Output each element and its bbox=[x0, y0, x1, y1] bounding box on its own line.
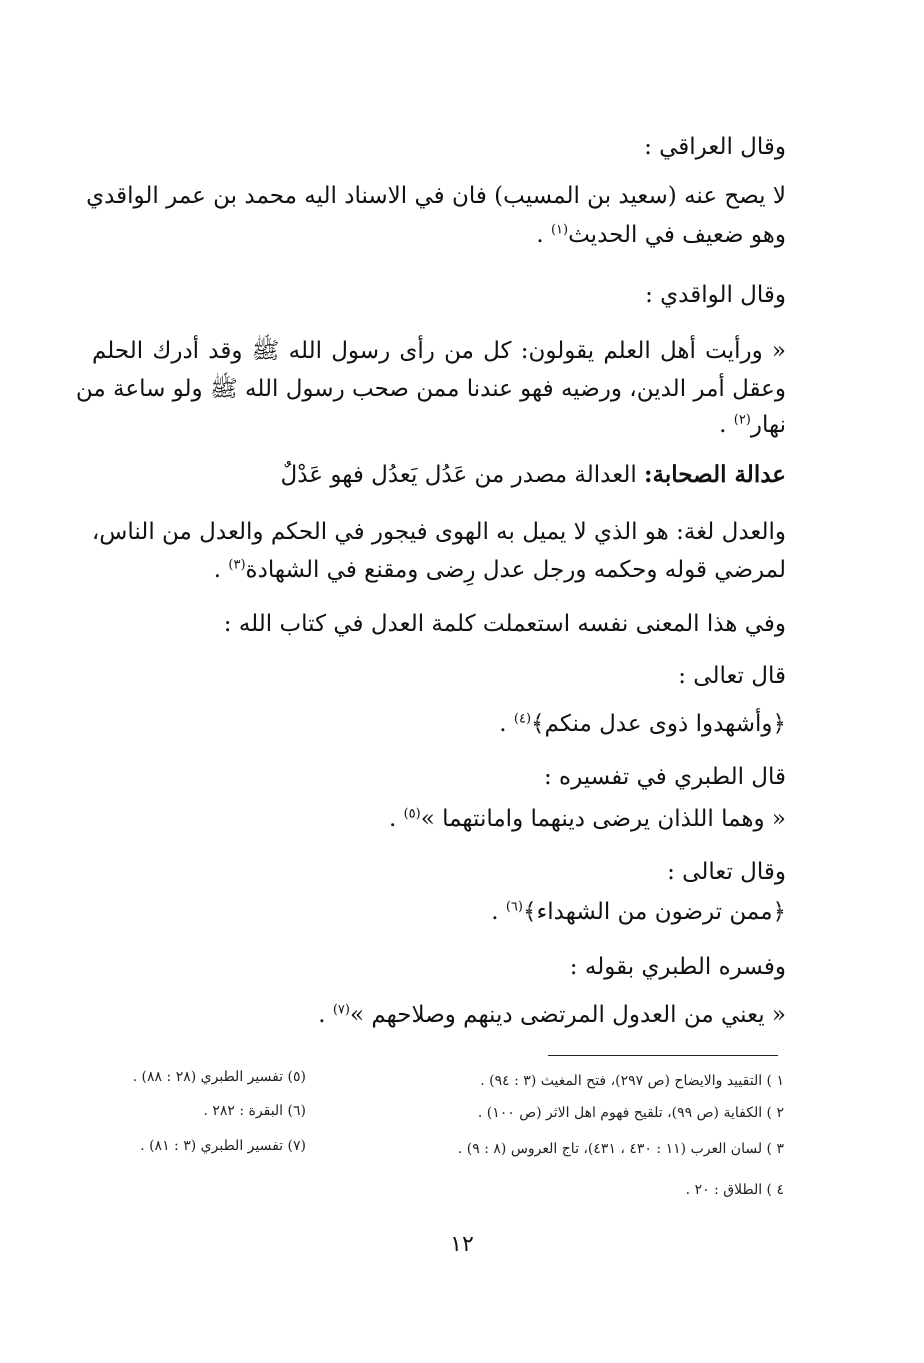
iraqi-heading bbox=[644, 132, 786, 162]
tabari-quote-2: « يعني من العدول المرتضى دينهم وصلاحهم »$^{(٧)}$ . bbox=[318, 1002, 786, 1028]
line-text: وقال الواقدي : bbox=[645, 282, 786, 308]
footnote-ref-5: (٥) bbox=[403, 806, 421, 822]
waqidi-quote-line-3: نهار$^{(٢)}$ . bbox=[719, 412, 786, 438]
line-text: وقال تعالى : bbox=[667, 859, 786, 885]
iraqi-quote-line-1 bbox=[86, 181, 786, 211]
footnote-ref-2: (٢) bbox=[733, 412, 751, 428]
line-text: نهار bbox=[750, 412, 786, 438]
waqidi-quote-line-1 bbox=[92, 336, 786, 366]
footnote-separator bbox=[548, 1055, 778, 1056]
footnote-1: ١ ) التقييد والايضاح (ص ٢٩٧)، فتح المغيث (٣ : ٩٤) . bbox=[480, 1073, 784, 1089]
footnote-ref-4: (٤) bbox=[513, 711, 532, 727]
quran-usage-line bbox=[224, 609, 786, 639]
line-text: العدالة مصدر من عَدُل يَعدُل فهو عَدْلٌ bbox=[280, 462, 645, 488]
line-text: لمرضي قوله وحكمه ورجل عدل رِضى ومقنع في الشهادة bbox=[245, 557, 786, 583]
waqidi-quote-line-2 bbox=[75, 374, 786, 404]
qala-taala-1 bbox=[678, 661, 786, 691]
footnote-2: ٢ ) الكفاية (ص ٩٩)، تلقيح فهوم اهل الاثر (ص ١٠٠) . bbox=[477, 1105, 784, 1121]
section-title: عدالة الصحابة: bbox=[644, 461, 786, 488]
line-text: وفي هذا المعنى نفسه استعملت كلمة العدل في كتاب الله : bbox=[223, 611, 786, 637]
line-text: « ورأيت أهل العلم يقولون: كل من رأى رسول الله ﷺ وقد أدرك الحلم bbox=[92, 338, 786, 364]
line-text: « يعني من العدول المرتضى دينهم وصلاحهم » bbox=[349, 1002, 786, 1028]
line-text: « وهما اللذان يرضى دينهما وامانتهما » bbox=[420, 806, 786, 832]
verse-text: ﴿ممن ترضون من الشهداء﴾ bbox=[522, 899, 786, 925]
line-text: لا يصح عنه (سعيد بن المسيب) فان في الاسناد اليه محمد بن عمر الواقدي bbox=[86, 183, 786, 209]
footnote-ref-1: (١) bbox=[550, 222, 569, 238]
footnote-ref-7: (٧) bbox=[332, 1002, 350, 1018]
waqidi-heading bbox=[645, 280, 786, 310]
footnote-4: ٤ ) الطلاق : ٢٠ . bbox=[685, 1182, 784, 1198]
tabari-heading-2 bbox=[570, 952, 786, 982]
qala-taala-2 bbox=[667, 857, 786, 887]
footnote-ref-6: (٦) bbox=[505, 899, 523, 915]
footnote-6: (٦) البقرة : ٢٨٢ . bbox=[203, 1103, 306, 1119]
tabari-heading-1 bbox=[544, 762, 786, 792]
line-text: والعدل لغة: هو الذي لا يميل به الهوى فيجور في الحكم والعدل من الناس، bbox=[91, 519, 786, 545]
tabari-quote-1: « وهما اللذان يرضى دينهما وامانتهما »$^{(٥)}$ . bbox=[388, 806, 786, 832]
line-text: قال تعالى : bbox=[678, 663, 786, 689]
page-number: ١٢ bbox=[450, 1232, 474, 1257]
line-text: وهو ضعيف في الحديث bbox=[568, 222, 786, 248]
line-text: وقال العراقي : bbox=[644, 134, 786, 160]
footnote-ref-3: (٣) bbox=[228, 557, 246, 573]
footnote-5: (٥) تفسير الطبري (٢٨ : ٨٨) . bbox=[132, 1069, 306, 1085]
line-text: قال الطبري في تفسيره : bbox=[543, 764, 786, 790]
footnote-3: ٣ ) لسان العرب (١١ : ٤٣٠ ، ٤٣١)، تاج العروس (٨ : ٩) . bbox=[457, 1141, 784, 1157]
footnote-7: (٧) تفسير الطبري (٣ : ٨١) . bbox=[140, 1138, 306, 1154]
sahaba-justice-heading bbox=[281, 460, 786, 490]
verse-1: ﴿وأشهدوا ذوى عدل منكم﴾$^{(٤)}$ . bbox=[499, 711, 786, 737]
line-text: وعقل أمر الدين، ورضيه فهو عندنا ممن صحب رسول الله ﷺ ولو ساعة من bbox=[75, 376, 786, 402]
adl-definition-line-2: لمرضي قوله وحكمه ورجل عدل رِضى ومقنع في الشهادة$^{(٣)}$ . bbox=[213, 557, 786, 583]
verse-2: ﴿ممن ترضون من الشهداء﴾$^{(٦)}$ . bbox=[491, 899, 786, 925]
line-text: وفسره الطبري بقوله : bbox=[569, 954, 786, 980]
iraqi-quote-line-2: وهو ضعيف في الحديث$^{(١)}$ . bbox=[536, 222, 786, 248]
adl-definition-line-1 bbox=[92, 517, 786, 547]
verse-text: ﴿وأشهدوا ذوى عدل منكم﴾ bbox=[531, 711, 786, 737]
